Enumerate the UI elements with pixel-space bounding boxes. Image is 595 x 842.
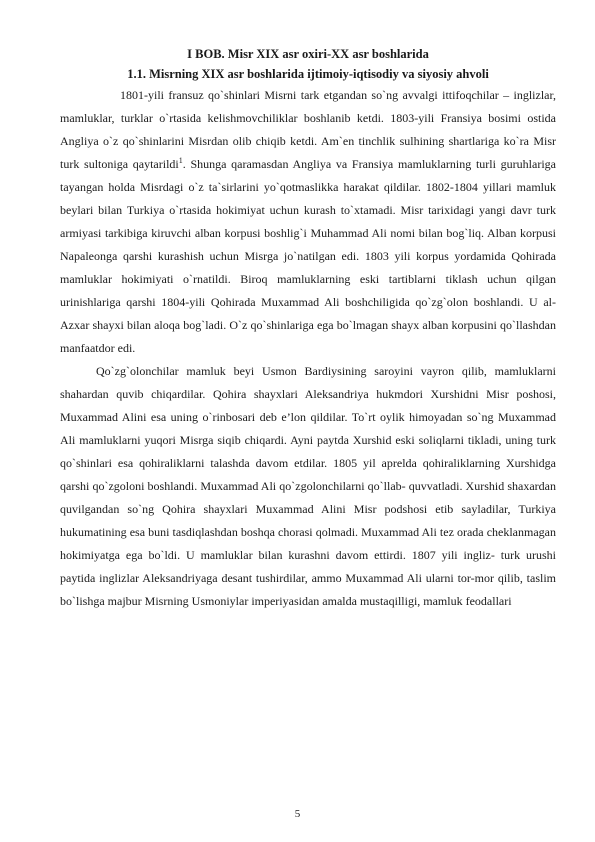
document-page: [60, 44, 556, 613]
footnote-marker[interactable]: 1: [178, 156, 183, 165]
page-number: 5: [294, 808, 301, 820]
paragraph-1-text-a: 1801-yili fransuz qo`shinlari Misrni tark etgandan so`ng avvalgi ittifoqchilar – inglizlar, mamluklar, turklar o`rtasida kelishmovchiliklar boshlanib ketdi. 1803-yili Fransiya bosimi ostida Angliya o`z qo`shinlarini Misrdan olib chiqib ketdi. Am`en tinchlik sulhining shartlariga ko`ra Misr turk sultoniga qaytarildi: [60, 88, 556, 171]
paragraph-1: [60, 84, 556, 360]
paragraph-2: Qo`zg`olonchilar mamluk beyi Usmon Bardiysining saroyini vayron qilib, mamluklarni shahardan quvib chiqardilar. Qohira shayxlari Aleksandriya hukmdori Xurshidni Misr poshosi, Muxammad Alini esa uning o`rinbosari deb e’lon qildilar. To`rt oylik himoyadan so`ng Muxammad Ali mamluklarni yuqori Misrga siqib chiqardi. Ayni paytda Xurshid eski soliqlarni tikladi, uning turk qo`shinlari esa qohiraliklarni talashda davom etdilar. 1805 yil aprelda qohiraliklarning Xurshidga qarshi qo`zgoloni boshlandi. Muxammad Ali qo`zgolonchilarni qo`llab- quvvatladi. Xurshid shaxardan quvilgandan so`ng Qohira shayxlari Muxammad Alini Misr podshosi etib sayladilar, Turkiya hukumatining esa buni tasdiqlashdan boshqa chorasi qolmadi. Muxammad Ali tez orada cheklanmagan hokimiyatga ega bo`ldi. U mamluklar bilan kurashni davom ettirdi. 1807 yili ingliz- turk urushi paytida inglizlar Aleksandriyaga desant tushirdilar, ammo Muxammad Ali ularni tor-mor qilib, taslim bo`lishga majbur Misrning Usmoniylar imperiyasidan amalda mustaqilligi, mamluk feodallari: [60, 364, 556, 608]
chapter-title: I BOB. Misr XIX asr oxiri-XX asr boshlarida: [187, 47, 429, 61]
section-title: 1.1. Misrning XIX asr boshlarida ijtimoiy-iqtisodiy va siyosiy ahvoli: [127, 67, 489, 81]
paragraph-1-text-b: . Shunga qaramasdan Angliya va Fransiya mamluklarning turli guruhlariga tayangan holda Misrdagi o`z ta`sirlarini yo`qotmaslikka harakat qildilar. 1802-1804 yillari mamluk beylari bilan Turkiya o`rtasida hokimiyat uchun kurash to`xtamadi. Misr tarixidagi yangi davr turk armiyasi tarkibiga kiruvchi alban korpusi boshlig`i Muhammad Ali nomi bilan bog`liq. Alban korpusi Napaleonga qarshi kurashish uchun Misrga jo`natilgan edi. 1803 yili korpus yordamida Qohirada mamluklar hokimiyati o`rnatildi. Biroq mamluklarning eski tartiblarni tiklash uchun qilgan urinishlariga qarshi 1804-yili Qohirada Muxammad Ali boshchiligida qo`zg`olon boshlandi. U al-Azxar shayxi bilan aloqa bog`ladi. O`z qo`shinlariga ega bo`lmagan shayx alban korpusini qo`llashdan manfaatdor edi.: [60, 157, 556, 355]
